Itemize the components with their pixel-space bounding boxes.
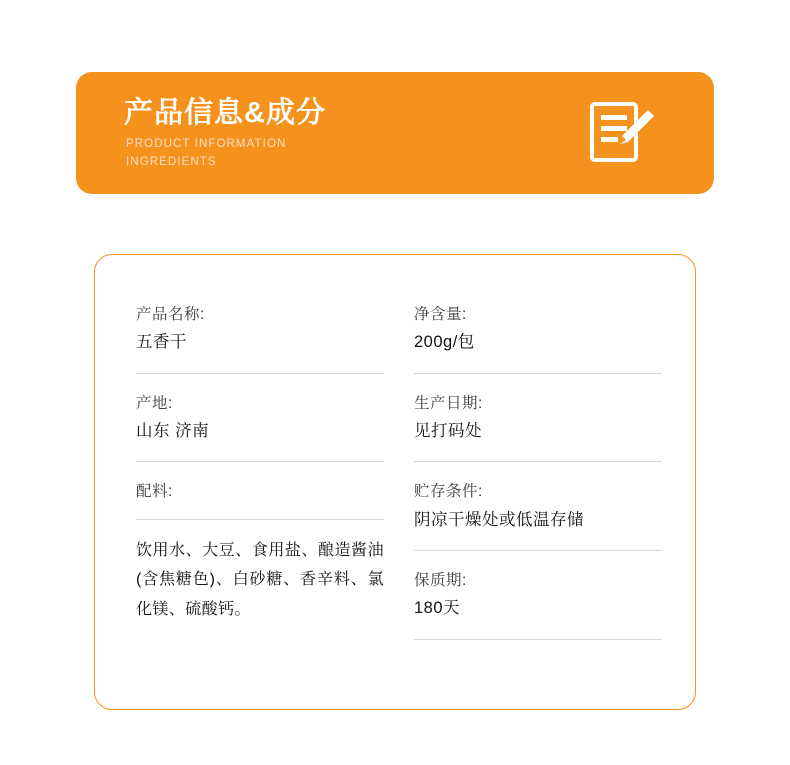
divider bbox=[414, 550, 662, 551]
divider bbox=[136, 373, 384, 374]
product-info-card bbox=[94, 254, 696, 710]
field-value: 200g/包 bbox=[414, 333, 475, 352]
divider bbox=[414, 639, 662, 640]
field-product-name bbox=[136, 303, 384, 356]
field-label: 配料: bbox=[136, 483, 173, 501]
field-net-weight bbox=[414, 303, 662, 356]
ingredients-text: 饮用水、大豆、食用盐、酿造酱油(含焦糖色)、白砂糖、香辛料、氯化镁、硫酸钙。 bbox=[136, 541, 384, 618]
banner-subtitle bbox=[126, 136, 406, 172]
field-value: 见打码处 bbox=[414, 421, 482, 440]
divider bbox=[136, 519, 384, 520]
field-value: 山东 济南 bbox=[136, 421, 210, 440]
field-label: 产地: bbox=[136, 394, 173, 412]
field-shelf-life bbox=[414, 569, 662, 622]
info-column-left bbox=[136, 303, 384, 624]
divider bbox=[414, 373, 662, 374]
field-production-date bbox=[414, 392, 662, 445]
document-pencil-icon bbox=[590, 102, 658, 164]
info-columns bbox=[95, 255, 695, 709]
field-label: 贮存条件: bbox=[414, 483, 483, 501]
field-label: 产品名称: bbox=[136, 306, 205, 323]
banner-title: 产品信息&成分 bbox=[124, 97, 326, 129]
divider bbox=[136, 461, 384, 462]
field-label: 保质期: bbox=[414, 571, 467, 589]
field-storage-conditions bbox=[414, 480, 662, 533]
section-banner bbox=[76, 72, 714, 194]
field-value: 180天 bbox=[414, 599, 461, 618]
divider bbox=[414, 461, 662, 462]
field-ingredients-label bbox=[136, 480, 384, 503]
field-value: 阴凉干燥处或低温存储 bbox=[414, 510, 584, 529]
banner-subtitle-line1: PRODUCT INFORMATION bbox=[126, 138, 287, 150]
field-value: 五香干 bbox=[136, 333, 187, 352]
info-column-right bbox=[414, 303, 662, 658]
field-label: 生产日期: bbox=[414, 394, 483, 412]
field-origin bbox=[136, 392, 384, 445]
banner-subtitle-line2: INGREDIENTS bbox=[126, 155, 217, 168]
field-label: 净含量: bbox=[414, 306, 467, 323]
